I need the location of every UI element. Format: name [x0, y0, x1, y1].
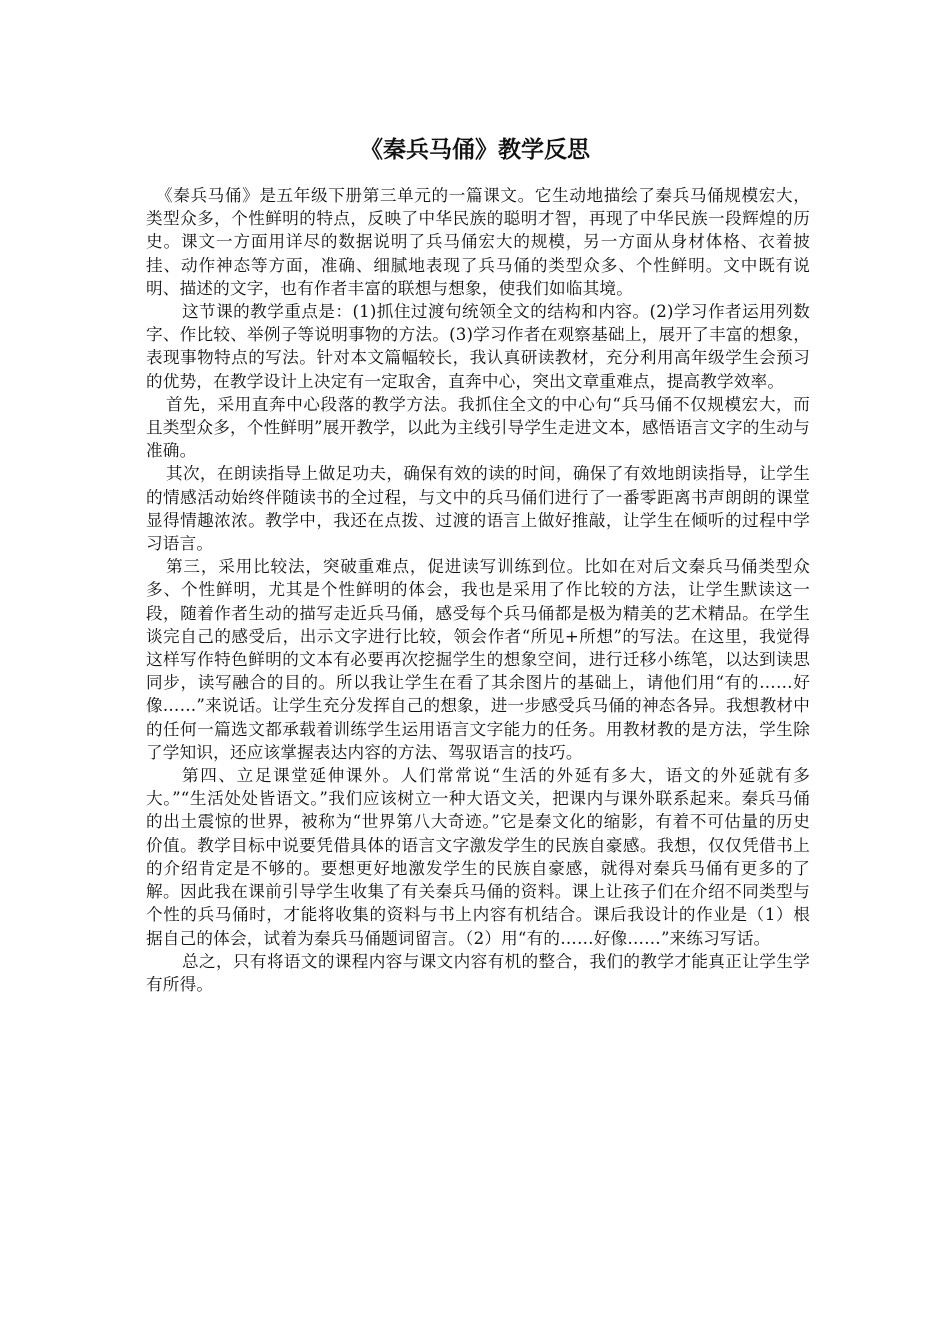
paragraph-conclusion: 总之，只有将语文的课程内容与课文内容有机的整合，我们的教学才能真正让学生学有所得。: [146, 951, 810, 994]
document-title: 《秦兵马俑》教学反思: [360, 137, 590, 163]
paragraph-first: 首先，采用直奔中心段落的教学方法。我抓住全文的中心句“兵马俑不仅规模宏大，而且类型众多，个性鲜明”展开教学，以此为主线引导学生走进文本，感悟语言文字的生动与准确。: [146, 394, 810, 461]
document-body: [146, 184, 810, 996]
paragraph-second: 其次，在朗读指导上做足功夫，确保有效的读的时间，确保了有效地朗读指导，让学生的情感活动始终伴随读书的全过程，与文中的兵马俑们进行了一番零距离书声朗朗的课堂显得情趣浓浓。教学中，我还在点拨、过渡的语言上做好推敲，让学生在倾听的过程中学习语言。: [146, 464, 810, 554]
paragraph-third: 第三，采用比较法，突破重难点，促进读写训练到位。比如在对后文秦兵马俑类型众多、个性鲜明，尤其是个性鲜明的体会，我也是采用了作比较的方法，让学生默读这一段，随着作者生动的描写走近兵马俑，感受每个兵马俑都是极为精美的艺术精品。在学生谈完自己的感受后，出示文字进行比较，领会作者“所见+所想”的写法。在这里，我觉得这样写作特色鲜明的文本有必要再次挖掘学生的想象空间，进行迁移小练笔，以达到读思同步，读写融合的目的。所以我让学生在看了其余图片的基础上，请他们用“有的……好像……”来说话。让学生充分发挥自己的想象，进一步感受兵马俑的神态各异。我想教材中的任何一篇选文都承载着训练学生运用语言文字能力的任务。用教材教的是方法，学生除了学知识，还应该掌握表达内容的方法、驾驭语言的技巧。: [146, 557, 810, 762]
paragraph-teaching-focus: 这节课的教学重点是：(1)抓住过渡句统领全文的结构和内容。(2)学习作者运用列数字、作比较、举例子等说明事物的方法。(3)学习作者在观察基础上，展开了丰富的想象，表现事物特点的写法。针对本文篇幅较长，我认真研读教材，充分利用高年级学生会预习的优势，在教学设计上决定有一定取舍，直奔中心，突出文章重难点，提高教学效率。: [146, 302, 810, 391]
paragraph-intro: 《秦兵马俑》是五年级下册第三单元的一篇课文。它生动地描绘了秦兵马俑规模宏大，类型众多，个性鲜明的特点，反映了中华民族的聪明才智，再现了中华民族一段辉煌的历史。课文一方面用详尽的数据说明了兵马俑宏大的规模，另一方面从身材体格、衣着披挂、动作神态等方面，准确、细腻地表现了兵马俑的类型众多、个性鲜明。文中既有说明、描述的文字，也有作者丰富的联想与想象，使我们如临其境。: [146, 186, 810, 298]
paragraph-fourth: 第四、立足课堂延伸课外。人们常常说“生活的外延有多大，语文的外延就有多大。”“生活处处皆语文。”我们应该树立一种大语文关，把课内与课外联系起来。秦兵马俑的出土震惊的世界，被称为“世界第八大奇迹。”它是秦文化的缩影，有着不可估量的历史价值。教学目标中说要凭借具体的语言文字激发学生的民族自豪感。我想，仅仅凭借书上的介绍肯定是不够的。要想更好地激发学生的民族自豪感，就得对秦兵马俑有更多的了解。因此我在课前引导学生收集了有关秦兵马俑的资料。课上让孩子们在介绍不同类型与个性的兵马俑时，才能将收集的资料与书上内容有机结合。课后我设计的作业是（1）根据自己的体会，试着为秦兵马俑题词留言。（2）用“有的……好像……”来练习写话。: [146, 766, 810, 948]
